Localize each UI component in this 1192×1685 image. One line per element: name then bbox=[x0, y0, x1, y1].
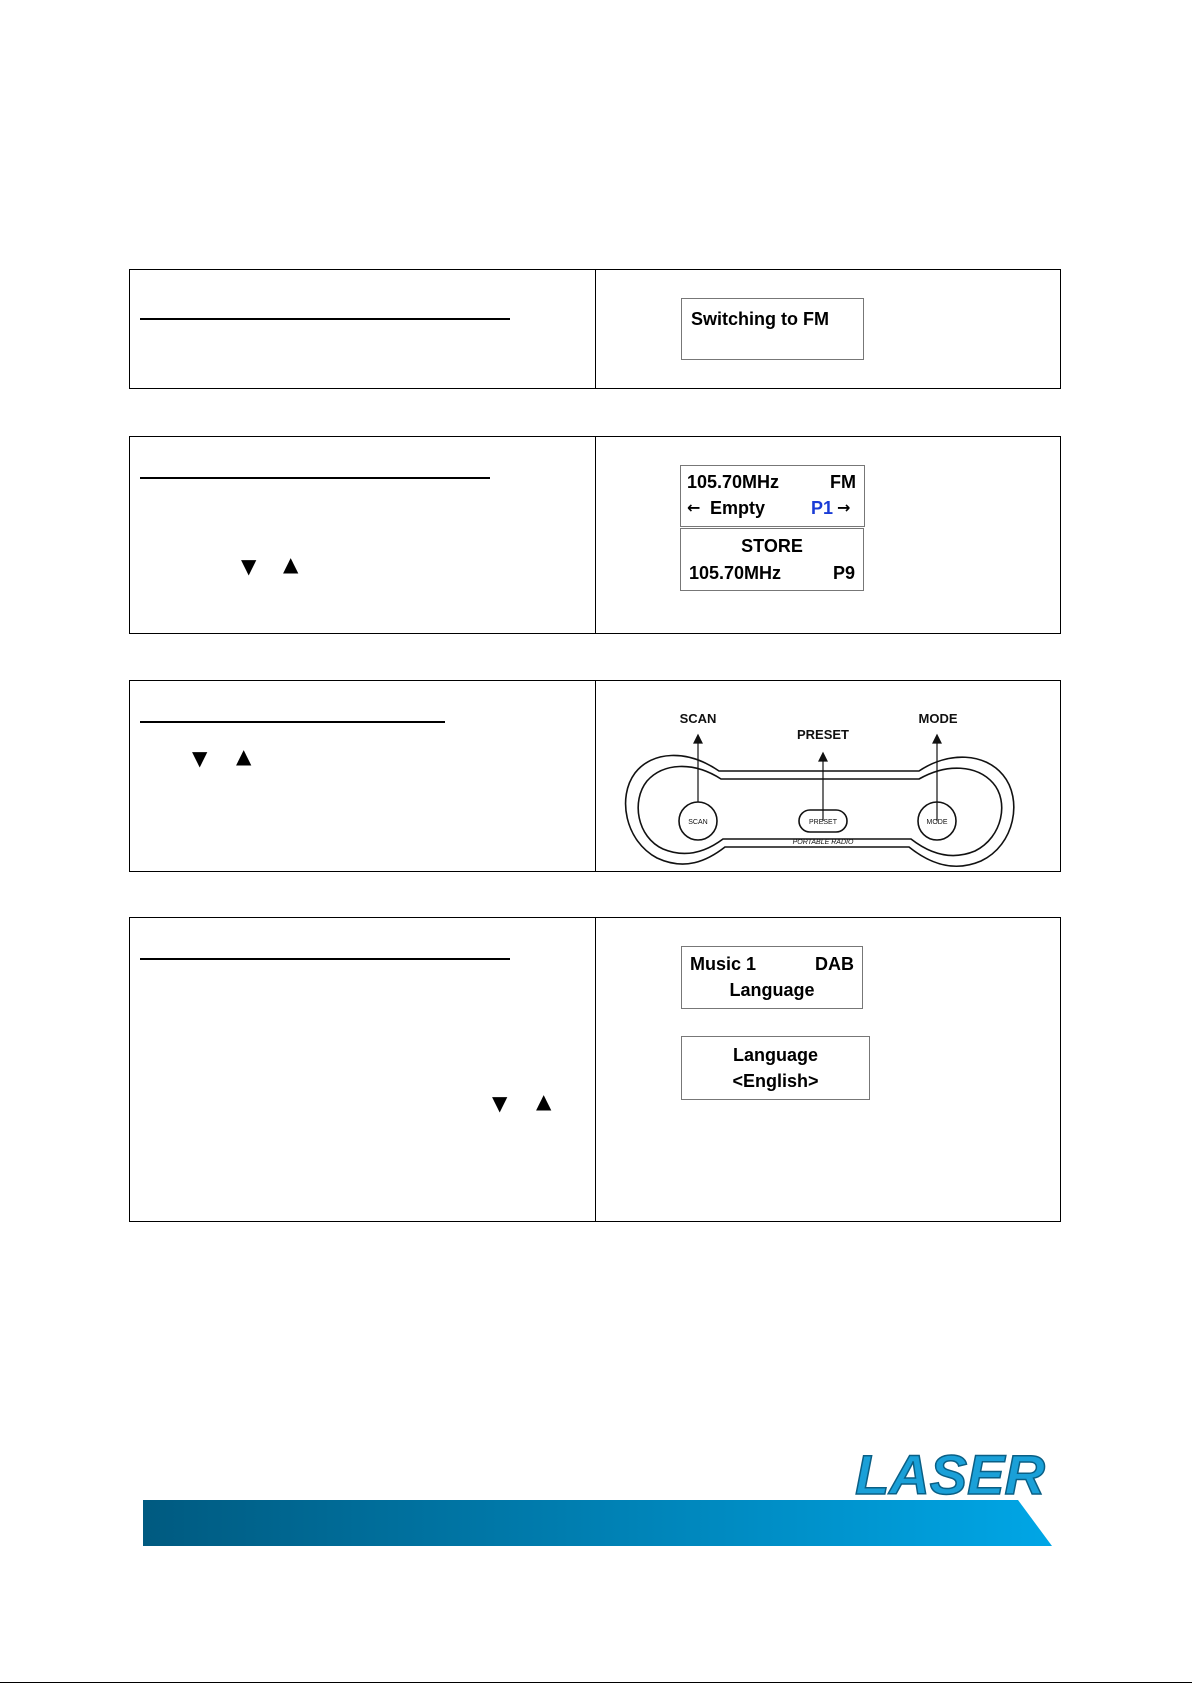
mode-label: MODE bbox=[918, 711, 958, 726]
lcd-store bbox=[680, 528, 864, 591]
lcd-band: DAB bbox=[815, 954, 854, 974]
section-switch-fm bbox=[129, 269, 1061, 389]
scan-label: SCAN bbox=[679, 711, 717, 726]
preset-label: PRESET bbox=[796, 727, 850, 742]
down-arrow-icon: ▼ bbox=[192, 746, 208, 770]
scan-leader-arrowhead bbox=[694, 735, 702, 743]
section-language bbox=[129, 917, 1061, 1222]
lcd-status: Empty bbox=[710, 498, 766, 518]
lcd-store-frequency: 105.70MHz bbox=[689, 563, 782, 583]
bottom-rule bbox=[0, 1682, 1192, 1683]
heading-rule bbox=[140, 477, 490, 479]
mode-leader-arrowhead bbox=[933, 735, 941, 743]
laser-logo: LASER bbox=[855, 1443, 1045, 1506]
lcd-switching-fm bbox=[681, 298, 864, 360]
footer-brand-bar bbox=[0, 1440, 1192, 1560]
section-buttons bbox=[129, 680, 1061, 872]
section-preset-store bbox=[129, 436, 1061, 634]
column-divider bbox=[595, 270, 596, 388]
lcd-store-title: STORE bbox=[741, 536, 803, 556]
down-arrow-icon: ▼ bbox=[241, 554, 257, 578]
up-arrow-icon: ▲ bbox=[236, 744, 252, 768]
scan-button-text: SCAN bbox=[688, 819, 708, 826]
down-arrow-icon: ▼ bbox=[492, 1091, 508, 1115]
lcd-language-title: Language bbox=[732, 1045, 818, 1065]
lcd-frequency: 105.70MHz bbox=[687, 472, 780, 492]
column-divider bbox=[595, 918, 596, 1221]
column-divider bbox=[595, 681, 596, 871]
heading-rule bbox=[140, 318, 510, 320]
lcd-store-preset: P9 bbox=[832, 563, 855, 583]
lcd-preset-recall bbox=[680, 465, 865, 527]
left-arrow-icon: ← bbox=[687, 498, 701, 517]
heading-rule bbox=[140, 721, 445, 723]
column-divider bbox=[595, 437, 596, 633]
lcd-band: FM bbox=[830, 472, 856, 492]
footer-gradient-bar bbox=[143, 1500, 1052, 1546]
up-arrow-icon: ▲ bbox=[283, 552, 299, 576]
lcd-menu-item: Language bbox=[729, 980, 815, 1000]
up-arrow-icon: ▲ bbox=[536, 1089, 552, 1113]
preset-button-text: PRESET bbox=[808, 819, 838, 826]
lcd-dab-menu bbox=[681, 946, 863, 1009]
radio-caption: PORTABLE RADIO bbox=[792, 839, 854, 846]
mode-button-text: MODE bbox=[926, 819, 948, 826]
radio-body-outline bbox=[626, 755, 1014, 866]
right-arrow-icon: → bbox=[837, 498, 851, 517]
lcd-language-value: <English> bbox=[732, 1071, 819, 1091]
heading-rule bbox=[140, 958, 510, 960]
lcd-preset-number: P1 bbox=[811, 498, 834, 518]
lcd-language-select bbox=[681, 1036, 870, 1100]
radio-button-diagram bbox=[597, 681, 1059, 871]
preset-leader-arrowhead bbox=[819, 753, 827, 761]
lcd-station: Music 1 bbox=[690, 954, 757, 974]
lcd-line: Switching to FM bbox=[691, 309, 829, 329]
